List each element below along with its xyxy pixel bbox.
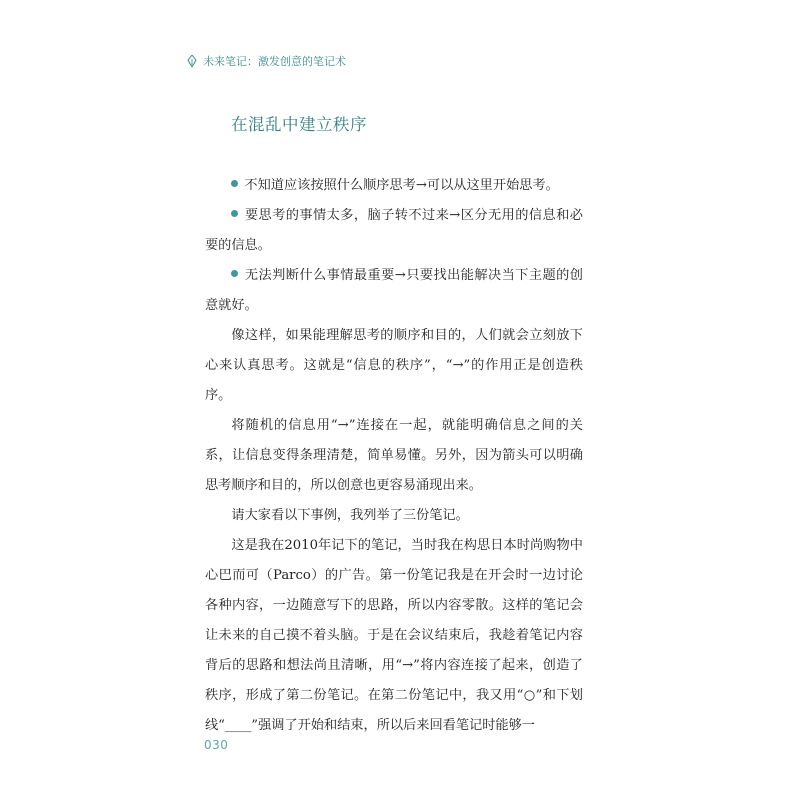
paragraph-2: 将随机的信息用“→”连接在一起，就能明确信息之间的关系，让信息变得条理清楚，简单易懂。另外，因为箭头可以明确思考顺序和目的，所以创意也更容易涌现出来。 bbox=[205, 418, 583, 493]
bullet-dot bbox=[231, 180, 238, 187]
page-number: 030 bbox=[204, 738, 229, 752]
body-text bbox=[205, 171, 583, 741]
paragraph-1: 像这样，如果能理解思考的顺序和目的，人们就会立刻放下心来认真思考。这就是“信息的秩序”，“→”的作用正是创造秩序。 bbox=[205, 328, 583, 403]
bullet-dot bbox=[231, 270, 238, 277]
bullet-item-3 bbox=[205, 261, 583, 321]
paragraph-3: 请大家看以下事例，我列举了三份笔记。 bbox=[231, 508, 469, 523]
pen-nib-icon bbox=[187, 55, 197, 67]
bullet-item-1 bbox=[205, 171, 583, 201]
bullet-text: 要思考的事情太多，脑子转不过来→区分无用的信息和必要的信息。 bbox=[205, 208, 583, 253]
bullet-item-2 bbox=[205, 201, 583, 261]
bullet-text: 无法判断什么事情最重要→只要找出能解决当下主题的创意就好。 bbox=[205, 268, 583, 313]
running-header bbox=[187, 53, 346, 69]
section-title: 在混乱中建立秩序 bbox=[231, 115, 367, 134]
bullet-dot bbox=[231, 210, 238, 217]
paragraph-4: 这是我在2010年记下的笔记，当时我在构思日本时尚购物中心巴而可（Parco）的广告。第一份笔记我是在开会时一边讨论各种内容，一边随意写下的思路，所以内容零散。这样的笔记会让未来的自己摸不着头脑。于是在会议结束后，我趁着笔记内容背后的思路和想法尚且清晰，用“→”将内容连接了起来，创造了秩序，形成了第二份笔记。在第二份笔记中，我又用“○”和下划线“____”强调了开始和结束，所以后来回看笔记时能够一 bbox=[205, 538, 583, 733]
book-title: 未来笔记：激发创意的笔记术 bbox=[203, 55, 346, 68]
bullet-text: 不知道应该按照什么顺序思考→可以从这里开始思考。 bbox=[244, 178, 559, 193]
